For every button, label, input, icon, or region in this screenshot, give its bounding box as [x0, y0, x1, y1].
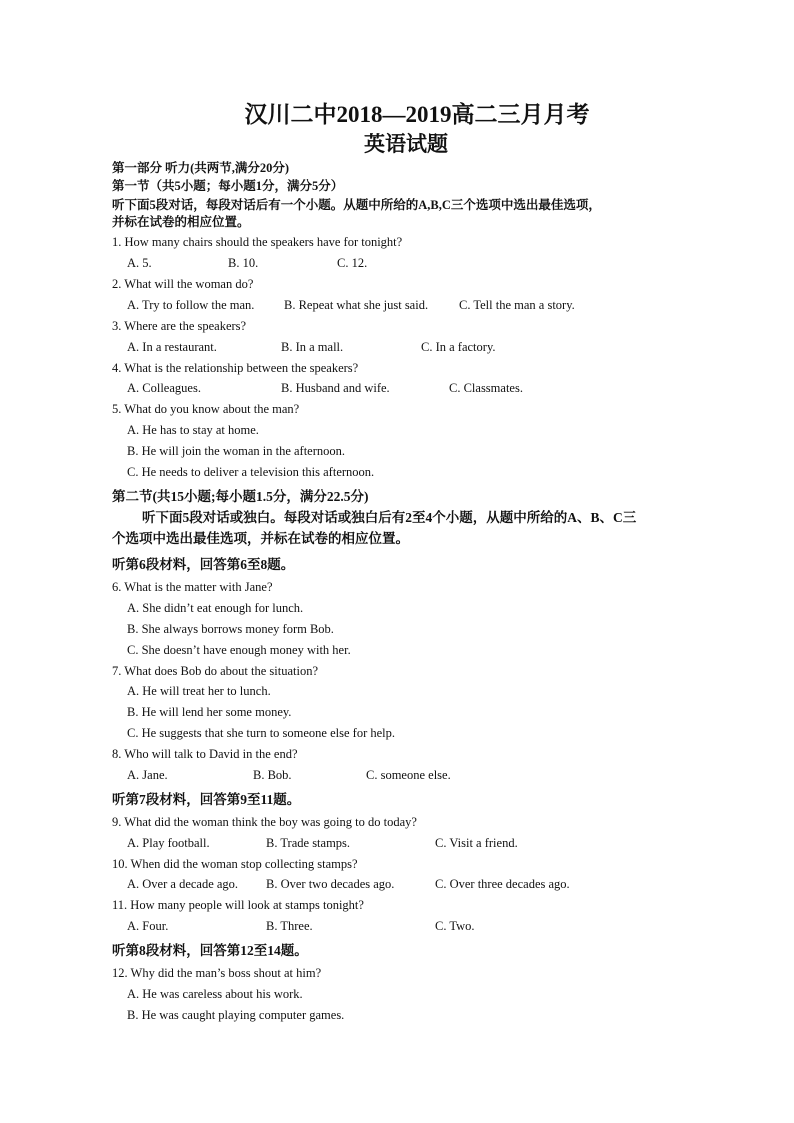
question-stem: 4. What is the relationship between the speakers?	[112, 361, 359, 375]
option-a: A. He has to stay at home.	[127, 423, 259, 437]
question-stem: 7. What does Bob do about the situation?	[112, 664, 318, 678]
question-stem: 1. How many chairs should the speakers have for tonight?	[112, 235, 403, 249]
option-c: C. Over three decades ago.	[435, 877, 570, 891]
option-b: B. He was caught playing computer games.	[127, 1008, 345, 1022]
option-c: C. Visit a friend.	[435, 836, 518, 850]
question-stem: 11. How many people will look at stamps tonight?	[112, 898, 364, 912]
question-stem: 10. When did the woman stop collecting stamps?	[112, 857, 358, 871]
option-a: A. Play football.	[127, 836, 210, 850]
option-c: C. In a factory.	[421, 340, 496, 354]
question-stem: 12. Why did the man’s boss shout at him?	[112, 966, 322, 980]
section2-instructions-line1: 听下面5段对话或独白。每段对话或独白后有2至4个小题，从题中所给的A、B、C三	[142, 510, 637, 525]
option-b: B. 10.	[228, 256, 259, 270]
section1-heading: 第一节（共5小题；每小题1分，满分5分）	[112, 179, 344, 193]
question-stem: 6. What is the matter with Jane?	[112, 580, 273, 594]
option-c: C. He needs to deliver a television this afternoon.	[127, 465, 375, 479]
option-b: B. Over two decades ago.	[266, 877, 395, 891]
option-c: C. someone else.	[366, 768, 451, 782]
option-a: A. She didn’t eat enough for lunch.	[127, 601, 304, 615]
option-c: C. Two.	[435, 919, 475, 933]
option-b: B. Husband and wife.	[281, 381, 390, 395]
option-a: A. He was careless about his work.	[127, 987, 303, 1001]
option-b: B. Three.	[266, 919, 313, 933]
option-c: C. Tell the man a story.	[459, 298, 575, 312]
question-stem: 3. Where are the speakers?	[112, 319, 247, 333]
option-b: B. Repeat what she just said.	[284, 298, 429, 312]
option-a: A. In a restaurant.	[127, 340, 217, 354]
option-a: A. Colleagues.	[127, 381, 201, 395]
section2-instructions-line2: 个选项中选出最佳选项，并标在试卷的相应位置。	[112, 531, 409, 546]
option-a: A. Jane.	[127, 768, 168, 782]
option-c: C. He suggests that she turn to someone else for help.	[127, 726, 396, 740]
option-a: A. He will treat her to lunch.	[127, 684, 271, 698]
option-a: A. Try to follow the man.	[127, 298, 255, 312]
option-a: A. Over a decade ago.	[127, 877, 239, 891]
option-a: A. 5.	[127, 256, 152, 270]
exam-subtitle: 英语试题	[364, 132, 448, 156]
option-a: A. Four.	[127, 919, 169, 933]
question-stem: 2. What will the woman do?	[112, 277, 254, 291]
material7-heading: 听第7段材料，回答第9至11题。	[112, 792, 301, 807]
option-b: B. In a mall.	[281, 340, 344, 354]
part1-heading: 第一部分 听力(共两节,满分20分)	[112, 161, 290, 175]
question-stem: 9. What did the woman think the boy was going to do today?	[112, 815, 417, 829]
option-b: B. She always borrows money form Bob.	[127, 622, 334, 636]
option-b: B. Trade stamps.	[266, 836, 351, 850]
material8-heading: 听第8段材料，回答第12至14题。	[112, 943, 308, 958]
option-b: B. Bob.	[253, 768, 292, 782]
option-c: C. Classmates.	[449, 381, 523, 395]
section1-instructions-line1: 听下面5段对话，每段对话后有一个小题。从题中所给的A,B,C三个选项中选出最佳选项，	[112, 198, 601, 212]
material6-heading: 听第6段材料，回答第6至8题。	[112, 557, 295, 572]
question-stem: 8. Who will talk to David in the end?	[112, 747, 298, 761]
option-c: C. 12.	[337, 256, 368, 270]
option-b: B. He will lend her some money.	[127, 705, 292, 719]
option-c: C. She doesn’t have enough money with her.	[127, 643, 351, 657]
exam-title: 汉川二中2018—2019高二三月月考	[244, 102, 590, 127]
option-b: B. He will join the woman in the afternoon.	[127, 444, 346, 458]
question-stem: 5. What do you know about the man?	[112, 402, 300, 416]
section1-instructions-line2: 并标在试卷的相应位置。	[112, 215, 250, 229]
section2-heading: 第二节(共15小题;每小题1.5分，满分22.5分)	[112, 489, 369, 504]
